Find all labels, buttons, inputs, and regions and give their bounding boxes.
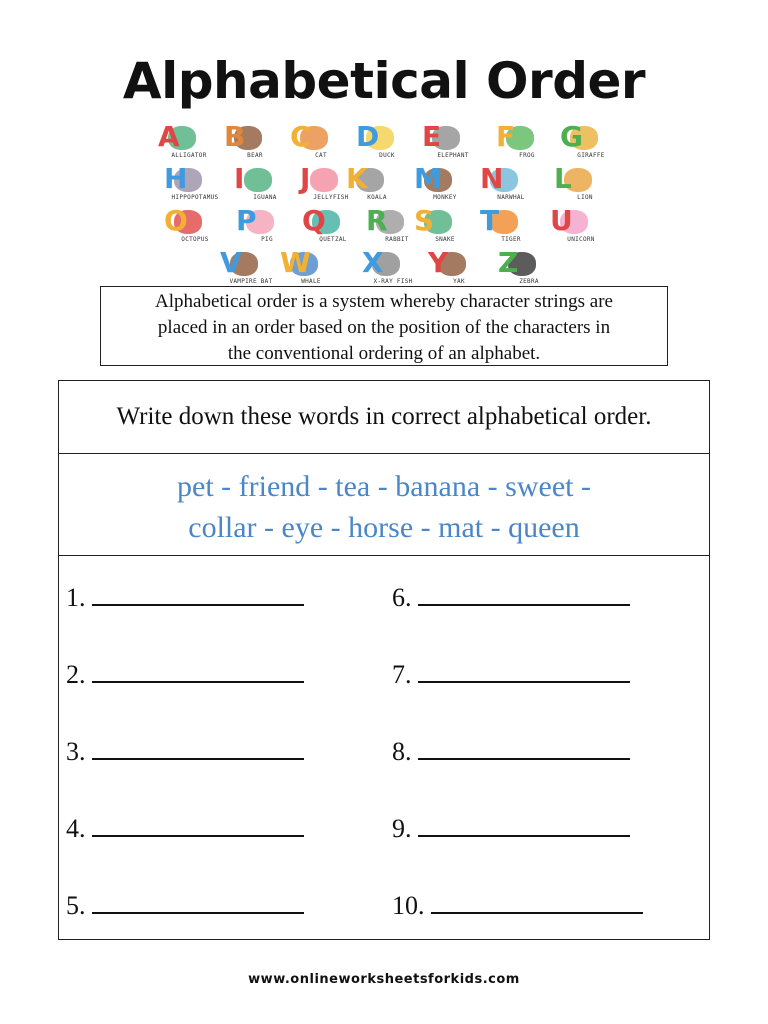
animal-name: BEAR <box>247 152 263 159</box>
answer-number: 9. <box>392 814 412 843</box>
alphabet-tile-f <box>496 120 552 158</box>
animal-name: GIRAFFE <box>577 152 605 159</box>
alphabet-tile-m <box>414 162 470 200</box>
answer-number: 8. <box>392 737 412 766</box>
alphabet-letter: F <box>496 120 516 153</box>
answer-row-3[interactable] <box>66 734 304 767</box>
alphabet-tile-k <box>346 162 402 200</box>
alphabet-tile-c <box>290 120 346 158</box>
definition-line: Alphabetical order is a system whereby character strings are <box>155 291 613 312</box>
alphabet-tile-h <box>164 162 220 200</box>
alphabet-letter: A <box>158 120 180 153</box>
alphabet-tile-q <box>302 204 358 242</box>
answer-row-2[interactable] <box>66 657 304 690</box>
animal-name: NARWHAL <box>497 194 525 201</box>
footer-url[interactable]: www.onlineworksheetsforkids.com <box>248 972 520 987</box>
answer-blank[interactable] <box>92 580 304 606</box>
alphabet-tile-w <box>280 246 336 284</box>
animal-name: PIG <box>261 236 273 243</box>
word-list-line: pet - friend - tea - banana - sweet - <box>177 470 591 503</box>
alphabet-letter: X <box>362 246 384 279</box>
alphabet-letter: J <box>300 162 311 195</box>
animal-name: HIPPOPOTAMUS <box>171 194 219 201</box>
alphabet-letter: P <box>236 204 257 237</box>
page-title: Alphabetical Order <box>122 52 646 110</box>
alphabet-letter: O <box>164 204 188 237</box>
answer-row-7[interactable] <box>392 657 630 690</box>
alphabet-letter: G <box>560 120 583 153</box>
animal-name: WHALE <box>301 278 321 285</box>
answer-number: 10. <box>392 891 425 920</box>
alphabet-tile-x <box>362 246 418 284</box>
answer-blank[interactable] <box>418 580 630 606</box>
alphabet-tile-o <box>164 204 220 242</box>
answer-row-9[interactable] <box>392 811 630 844</box>
alphabet-letter: H <box>164 162 188 195</box>
animal-name: KOALA <box>367 194 387 201</box>
animal-name: X-RAY FISH <box>373 278 413 285</box>
alphabet-letter: C <box>290 120 311 153</box>
alphabet-tile-e <box>422 120 478 158</box>
alphabet-animal-chart <box>150 120 620 285</box>
alphabet-tile-u <box>550 204 606 242</box>
animal-name: LION <box>577 194 593 201</box>
alphabet-tile-y <box>428 246 484 284</box>
animal-name: ZEBRA <box>519 278 539 285</box>
answer-row-10[interactable] <box>392 888 643 921</box>
alphabet-tile-i <box>234 162 290 200</box>
alphabet-tile-v <box>220 246 276 284</box>
definition-line: the conventional ordering of an alphabet. <box>227 343 541 364</box>
alphabet-letter: I <box>234 162 245 195</box>
answer-number: 3. <box>66 737 86 766</box>
word-list <box>59 454 709 556</box>
animal-name: ALLIGATOR <box>171 152 207 159</box>
alphabet-tile-s <box>414 204 470 242</box>
alphabet-letter: M <box>414 162 442 195</box>
animal-name: OCTOPUS <box>181 236 209 243</box>
answer-row-8[interactable] <box>392 734 630 767</box>
alphabet-tile-g <box>560 120 616 158</box>
alphabet-letter: R <box>366 204 388 237</box>
answer-blank[interactable] <box>92 811 304 837</box>
answer-number: 2. <box>66 660 86 689</box>
alphabet-letter: Q <box>302 204 326 237</box>
alphabet-letter: N <box>480 162 504 195</box>
alphabet-letter: B <box>224 120 246 153</box>
alphabet-letter: V <box>220 246 242 279</box>
animal-name: TIGER <box>501 236 521 243</box>
answer-blank[interactable] <box>418 657 630 683</box>
answer-number: 4. <box>66 814 86 843</box>
alphabet-tile-p <box>236 204 292 242</box>
word-list-line: collar - eye - horse - mat - queen <box>188 511 580 544</box>
alphabet-tile-n <box>480 162 536 200</box>
animal-name: MONKEY <box>433 194 457 201</box>
answer-blank[interactable] <box>418 734 630 760</box>
animal-name: YAK <box>453 278 465 285</box>
animal-name: DUCK <box>379 152 395 159</box>
alphabet-letter: Y <box>428 246 449 279</box>
instruction-text: Write down these words in correct alphabetical order. <box>59 381 709 454</box>
animal-name: ELEPHANT <box>437 152 469 159</box>
alphabet-letter: U <box>550 204 573 237</box>
answer-number: 1. <box>66 583 86 612</box>
answer-row-1[interactable] <box>66 580 304 613</box>
animal-name: JELLYFISH <box>313 194 349 201</box>
answer-row-4[interactable] <box>66 811 304 844</box>
alphabet-tile-d <box>356 120 412 158</box>
definition-box <box>100 286 668 366</box>
answer-blank[interactable] <box>418 811 630 837</box>
alphabet-letter: E <box>422 120 442 153</box>
answer-number: 7. <box>392 660 412 689</box>
animal-name: UNICORN <box>567 236 595 243</box>
definition-line: placed in an order based on the position of the characters in <box>157 317 611 338</box>
alphabet-tile-a <box>158 120 214 158</box>
animal-name: IGUANA <box>253 194 277 201</box>
alphabet-tile-l <box>554 162 610 200</box>
answer-blank[interactable] <box>92 734 304 760</box>
alphabet-letter: Z <box>498 246 519 279</box>
animal-name: SNAKE <box>435 236 455 243</box>
answer-number: 6. <box>392 583 412 612</box>
alphabet-letter: S <box>414 204 435 237</box>
animal-name: CAT <box>315 152 327 159</box>
animal-name: RABBIT <box>385 236 409 243</box>
answer-row-6[interactable] <box>392 580 630 613</box>
alphabet-letter: W <box>280 246 311 279</box>
alphabet-tile-z <box>498 246 554 284</box>
answer-row-5[interactable] <box>66 888 304 921</box>
animal-name: QUETZAL <box>319 236 347 243</box>
animal-name: FROG <box>519 152 535 159</box>
answer-blank[interactable] <box>92 888 304 914</box>
answer-number: 5. <box>66 891 86 920</box>
alphabet-letter: D <box>356 120 380 153</box>
alphabet-letter: L <box>554 162 572 195</box>
answer-blank[interactable] <box>92 657 304 683</box>
answer-blank[interactable] <box>431 888 643 914</box>
alphabet-tile-b <box>224 120 280 158</box>
alphabet-tile-t <box>480 204 536 242</box>
animal-name: VAMPIRE BAT <box>229 278 273 285</box>
alphabet-letter: K <box>346 162 368 195</box>
alphabet-letter: T <box>480 204 500 237</box>
